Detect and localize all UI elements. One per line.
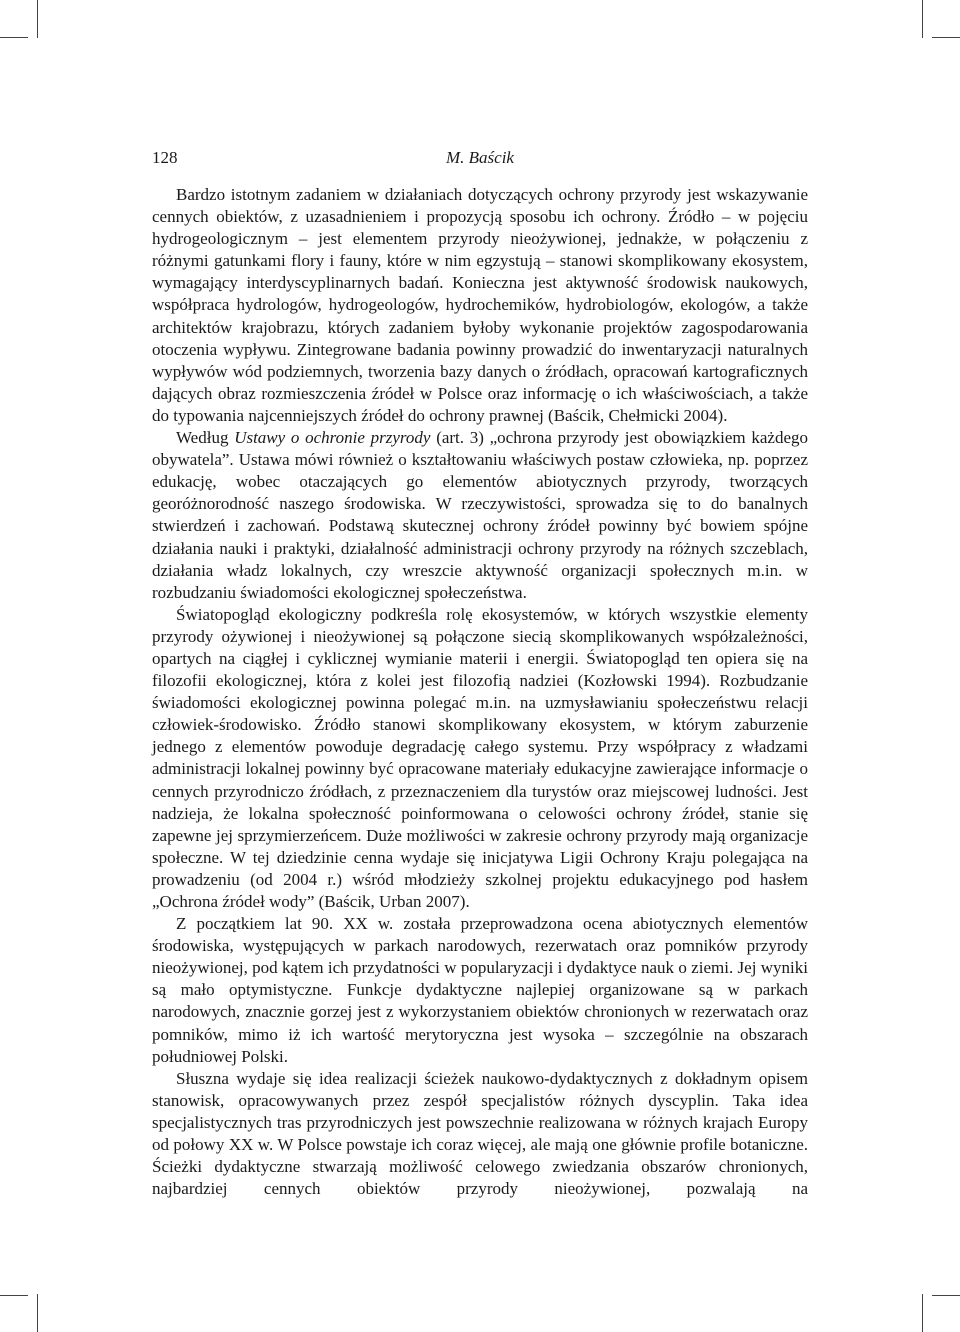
crop-mark [922,0,923,38]
paragraph [152,427,808,604]
crop-mark [37,1294,38,1332]
act-title: Ustawy o ochronie przyrody [234,428,431,448]
crop-mark [37,0,38,38]
paragraph: Bardzo istotnym zadaniem w działaniach dotyczących ochrony przyrody jest wskazywanie cennych obiektów, z uzasadnieniem i propozycją sposobu ich ochrony. Źródło – w pojęciu hydrogeologicznym – jest elementem przyrody nieożywionej, jednakże, w połączeniu z różnymi gatunkami flory i fauny, które w nim egzystują – stanowi skomplikowany ekosystem, wymagający interdyscyplinarnych badań. Konieczna jest aktywność środowisk naukowych, współpraca hydrologów, hydrogeologów, hydrochemików, hydrobiologów, ekologów, a także architektów krajobrazu, których zadaniem byłoby wykonanie projektów zagospodarowania otoczenia wypływu. Zintegrowane badania powinny prowadzić do inwentaryzacji naturalnych wypływów wód podziemnych, tworzenia bazy danych o źródłach, opracowań kartograficznych dających obraz rozmieszczenia źródeł w Polsce oraz informację o ich właściwościach, a także do typowania najcenniejszych źródeł do ochrony prawnej (Baścik, Chełmicki 2004). [152,185,808,425]
crop-mark [922,1294,923,1332]
paragraph: Słuszna wydaje się idea realizacji ścieżek naukowo-dydaktycznych z dokładnym opisem stanowisk, opracowywanych przez zespół specjalistów różnych dyscyplin. Taka idea specjalistycznych tras przyrodniczych jest powszechnie realizowana w różnych krajach Europy od połowy XX w. W Polsce powstaje ich coraz więcej, ale mają one głównie profile botaniczne. Ścieżki dydaktyczne stwarzają możliwość celowego zwiedzania obszarów chronionych, najbardziej cennych obiektów przyrody nieożywionej, pozwalają na [152,1068,808,1199]
page-number: 128 [152,148,178,167]
crop-mark [0,1295,28,1296]
crop-mark [932,1295,960,1296]
body-text [152,184,808,1200]
crop-mark [932,37,960,38]
paragraph-text: (art. 3) „ochrona przyrody jest obowiązkiem każdego obywatela”. Ustawa mówi również o kształtowaniu właściwych postaw człowieka, np. poprzez edukację, wobec otaczających go elementów abiotycznych przyrody, tworzących georóżnorodność naszego środowiska. W rzeczywistości, sprowadza się to do banalnych stwierdzeń i zachowań. Podstawą skutecznej ochrony źródeł powinny być bowiem spójne działania nauki i praktyki, działalność administracji ochrony przyrody na różnych szczeblach, działania władz lokalnych, czy wreszcie aktywność organizacji społecznych m.in. w rozbudzaniu świadomości ekologicznej społeczeństwa. [152,428,809,602]
paragraph-text: Według [176,428,235,448]
running-header [152,148,808,174]
paragraph: Z początkiem lat 90. XX w. została przeprowadzona ocena abiotycznych elementów środowiska, występujących w parkach narodowych, rezerwatach oraz pomników przyrody nieożywionej, pod kątem ich przydatności w popularyzacji i dydaktyce nauk o ziemi. Jej wyniki są mało optymistyczne. Funkcje dydaktyczne najlepiej organizowane są w parkach narodowych, znacznie gorzej jest z wykorzystaniem obiektów chronionych w rezerwatach oraz pomników, mimo iż ich wartość merytoryczna jest wysoka – szczególnie na obszarach południowej Polski. [152,914,808,1066]
crop-mark [0,37,28,38]
paragraph: Światopogląd ekologiczny podkreśla rolę ekosystemów, w których wszystkie elementy przyrody ożywionej i nieożywionej są połączone siecią skomplikowanych współzależności, opartych na ciągłej i cyklicznej wymianie materii i energii. Światopogląd ten opiera się na filozofii ekologicznej, która z kolei jest filozofią nadziei (Kozłowski 1994). Rozbudzanie świadomości ekologicznej powinna polegać m.in. na uzmysławianiu społeczeństwu relacji człowiek-środowisko. Źródło stanowi skomplikowany ekosystem, w którym zaburzenie jednego z elementów powoduje degradację całego systemu. Przy współpracy z władzami administracji lokalnej powinny być opracowane materiały edukacyjne zawierające informacje o cennych przyrodniczo źródłach, z przeznaczeniem dla turystów oraz miejscowej ludności. Jest nadzieja, że lokalna społeczność poinformowana o celowości ochrony źródeł, stanie się zapewne jej sprzymierzeńcem. Duże możliwości w zakresie ochrony przyrody mają organizacje społeczne. W tej dziedzinie cenna wydaje się inicjatywa Ligii Ochrony Kraju polegająca na prowadzeniu (od 2004 r.) wśród młodzieży szkolnej projektu edukacyjnego pod hasłem „Ochrona źródeł wody” (Baścik, Urban 2007). [152,604,808,911]
running-author: M. Baścik [446,148,514,167]
